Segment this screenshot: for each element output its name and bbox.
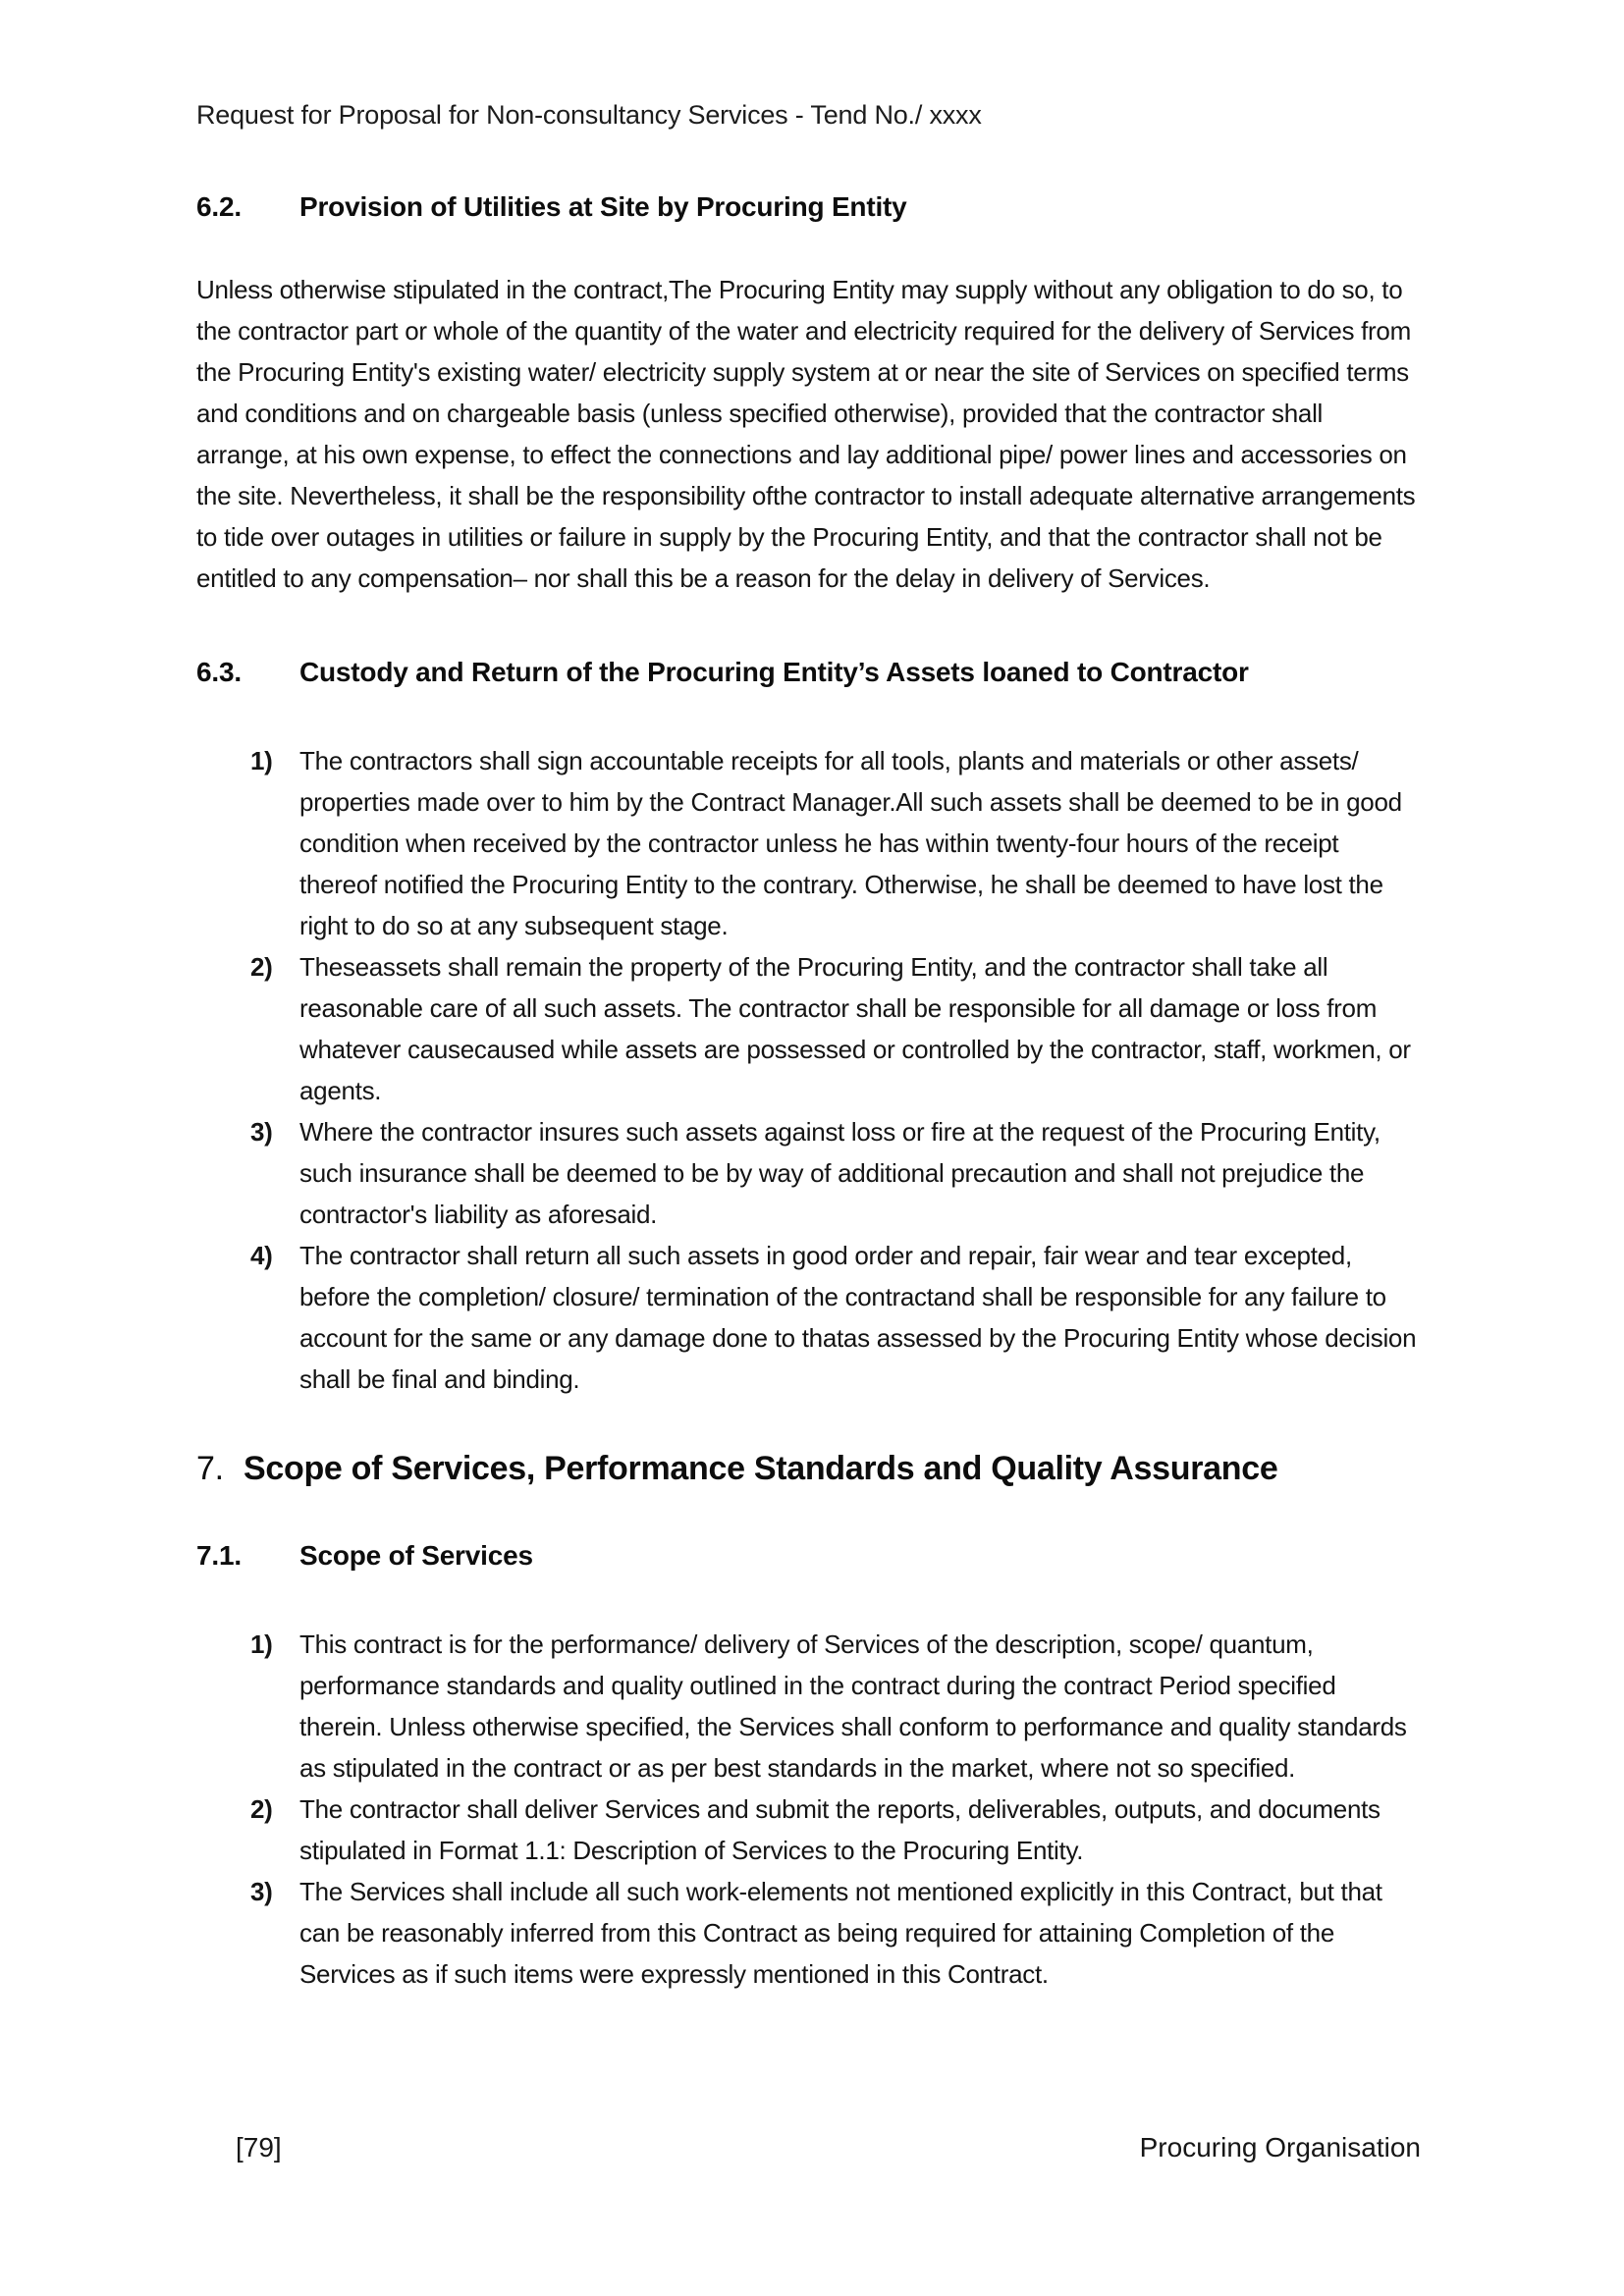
section-6-3-heading	[196, 652, 1419, 693]
list-item-text: Theseassets shall remain the property of the Procuring Entity, and the contractor shall take all reasonable care of all such assets. The contractor shall be responsible for all damage or loss from whatever causecaused while assets are possessed or controlled by the contractor, staff, workmen, or agents.	[299, 952, 1411, 1105]
list-item	[196, 946, 1419, 1111]
page-header: Request for Proposal for Non-consultancy Services - Tend No./ xxxx	[196, 100, 982, 130]
list-item	[196, 740, 1419, 946]
list-item-text: Where the contractor insures such assets against loss or fire at the request of the Procuring Entity, such insurance shall be deemed to be by way of additional precaution and shall not prejudice the contractor's liability as aforesaid.	[299, 1117, 1380, 1229]
section-7-1-heading	[196, 1535, 1419, 1576]
section-6-3-list	[196, 740, 1419, 1400]
list-item	[196, 1789, 1419, 1871]
section-number: 7.1.	[196, 1540, 242, 1571]
section-number: 6.2.	[196, 191, 242, 222]
list-item	[196, 1871, 1419, 1995]
list-item-text: This contract is for the performance/ delivery of Services of the description, scope/ quantum, performance standards and quality outlined in the contract during the contract Period specified therein. Unless otherwise specified, the Services shall conform to performance and quality standards as stipulated in the contract or as per best standards in the market, where not so specified.	[299, 1629, 1407, 1783]
section-title: Provision of Utilities at Site by Procuring Entity	[299, 191, 907, 222]
section-title: Custody and Return of the Procuring Entity’s Assets loaned to Contractor	[299, 657, 1249, 687]
chapter-number: 7.	[196, 1450, 224, 1487]
section-6-2-heading	[196, 187, 1419, 228]
page-footer	[0, 2132, 1624, 2171]
list-item	[196, 1111, 1419, 1235]
page-number: [79]	[236, 2132, 282, 2163]
section-title: Scope of Services	[299, 1540, 533, 1571]
list-item	[196, 1624, 1419, 1789]
footer-organisation: Procuring Organisation	[1139, 2132, 1421, 2163]
section-7-1-list	[196, 1624, 1419, 1995]
list-item-number: 1)	[250, 1629, 273, 1659]
list-item-number: 1)	[250, 746, 273, 775]
chapter-title: Scope of Services, Performance Standards and Quality Assurance	[244, 1450, 1278, 1487]
list-item-text: The Services shall include all such work-elements not mentioned explicitly in this Contract, but that can be reasonably inferred from this Contract as being required for attaining Completion of the Services as if such items were expressly mentioned in this Contract.	[299, 1877, 1382, 1989]
list-item-number: 3)	[250, 1877, 273, 1906]
section-number: 6.3.	[196, 657, 242, 687]
list-item-number: 4)	[250, 1241, 273, 1270]
list-item	[196, 1235, 1419, 1400]
chapter-7-heading	[196, 1445, 1419, 1492]
list-item-number: 2)	[250, 952, 273, 982]
list-item-text: The contractors shall sign accountable receipts for all tools, plants and materials or other assets/ properties made over to him by the Contract Manager.All such assets shall be deemed to be in good condition when received by the contractor unless he has within twenty-four hours of the receipt thereof notified the Procuring Entity to the contrary. Otherwise, he shall be deemed to have lost the right to do so at any subsequent stage.	[299, 746, 1402, 940]
list-item-number: 3)	[250, 1117, 273, 1147]
list-item-number: 2)	[250, 1794, 273, 1824]
section-6-2-body: Unless otherwise stipulated in the contract,The Procuring Entity may supply without any obligation to do so, to the contractor part or whole of the quantity of the water and electricity required for the delivery of Services from the Procuring Entity's existing water/ electricity supply system at or near the site of Services on specified terms and conditions and on chargeable basis (unless specified otherwise), provided that the contractor shall arrange, at his own expense, to effect the connections and lay additional pipe/ power lines and accessories on the site. Nevertheless, it shall be the responsibility ofthe contractor to install adequate alternative arrangements to tide over outages in utilities or failure in supply by the Procuring Entity, and that the contractor shall not be entitled to any compensation– nor shall this be a reason for the delay in delivery of Services.	[196, 275, 1416, 593]
list-item-text: The contractor shall deliver Services and submit the reports, deliverables, outputs, and documents stipulated in Format 1.1: Description of Services to the Procuring Entity.	[299, 1794, 1380, 1865]
list-item-text: The contractor shall return all such assets in good order and repair, fair wear and tear excepted, before the completion/ closure/ termination of the contractand shall be responsible for any failure to account for the same or any damage done to thatas assessed by the Procuring Entity whose decision shall be final and binding.	[299, 1241, 1417, 1394]
